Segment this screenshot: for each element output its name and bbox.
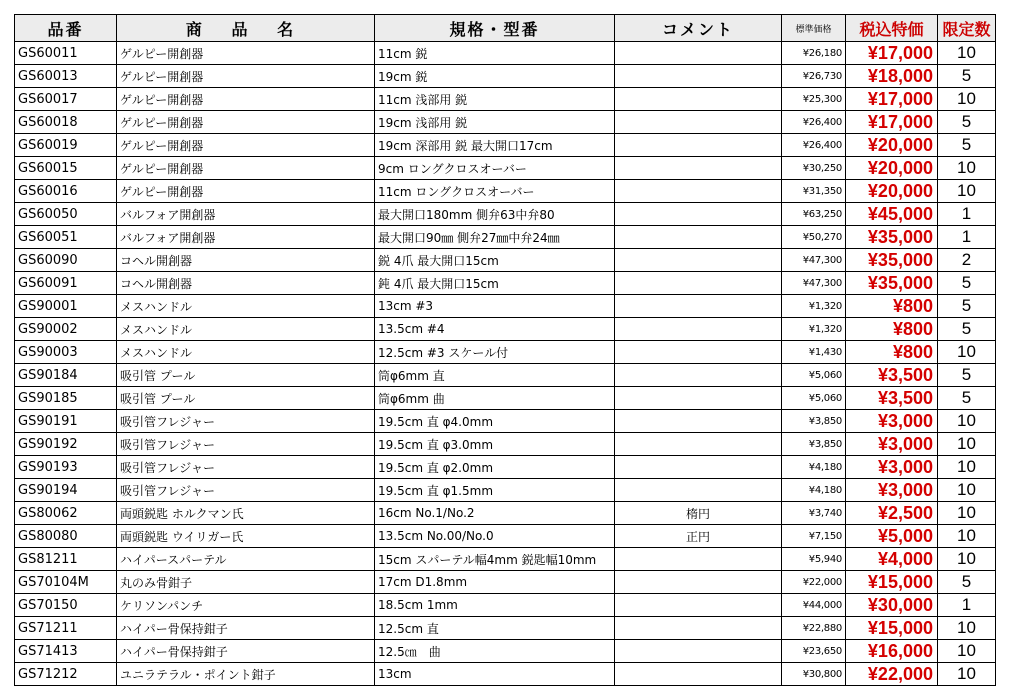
cell-product-name: メスハンドル [117, 318, 375, 341]
cell-spec: 19.5cm 直 φ3.0mm [375, 433, 615, 456]
cell-list-price: ¥23,650 [782, 640, 846, 663]
cell-limit: 10 [938, 663, 996, 686]
cell-code: GS60090 [15, 249, 117, 272]
cell-product-name: ケリソンパンチ [117, 594, 375, 617]
cell-list-price: ¥44,000 [782, 594, 846, 617]
cell-code: GS71211 [15, 617, 117, 640]
header-special-price: 税込特価 [846, 15, 938, 42]
cell-comment [615, 456, 782, 479]
cell-special-price: ¥16,000 [846, 640, 938, 663]
table-row [15, 617, 996, 640]
cell-comment [615, 42, 782, 65]
table-row [15, 272, 996, 295]
table-body [15, 42, 996, 686]
cell-comment [615, 387, 782, 410]
cell-comment: 楕円 [615, 502, 782, 525]
table-row [15, 594, 996, 617]
cell-special-price: ¥35,000 [846, 226, 938, 249]
cell-spec: 12.5㎝ 曲 [375, 640, 615, 663]
cell-limit: 5 [938, 65, 996, 88]
cell-code: GS60013 [15, 65, 117, 88]
cell-spec: 鈍 4爪 最大開口15cm [375, 272, 615, 295]
cell-comment [615, 364, 782, 387]
cell-list-price: ¥30,800 [782, 663, 846, 686]
cell-special-price: ¥3,000 [846, 410, 938, 433]
table-row [15, 479, 996, 502]
cell-product-name: ハイパー骨保持鉗子 [117, 640, 375, 663]
cell-spec: 19cm 浅部用 鋭 [375, 111, 615, 134]
cell-spec: 12.5cm 直 [375, 617, 615, 640]
cell-comment [615, 571, 782, 594]
cell-list-price: ¥26,400 [782, 134, 846, 157]
cell-product-name: ゲルピー開創器 [117, 134, 375, 157]
cell-limit: 5 [938, 364, 996, 387]
table-row [15, 341, 996, 364]
cell-product-name: ゲルピー開創器 [117, 180, 375, 203]
cell-special-price: ¥15,000 [846, 617, 938, 640]
cell-comment [615, 180, 782, 203]
cell-limit: 5 [938, 318, 996, 341]
cell-spec: 11cm ロングクロスオーバー [375, 180, 615, 203]
cell-product-name: コヘル開創器 [117, 272, 375, 295]
cell-special-price: ¥17,000 [846, 111, 938, 134]
cell-special-price: ¥20,000 [846, 134, 938, 157]
cell-code: GS71212 [15, 663, 117, 686]
table-row [15, 663, 996, 686]
table-row [15, 456, 996, 479]
header-comment: コメント [615, 15, 782, 42]
cell-comment: 正円 [615, 525, 782, 548]
cell-special-price: ¥800 [846, 341, 938, 364]
cell-code: GS60051 [15, 226, 117, 249]
cell-list-price: ¥4,180 [782, 456, 846, 479]
cell-special-price: ¥35,000 [846, 249, 938, 272]
cell-special-price: ¥4,000 [846, 548, 938, 571]
cell-product-name: ゲルピー開創器 [117, 65, 375, 88]
cell-spec: 筒φ6mm 直 [375, 364, 615, 387]
cell-code: GS60050 [15, 203, 117, 226]
table-row [15, 364, 996, 387]
cell-comment [615, 617, 782, 640]
cell-spec: 19cm 深部用 鋭 最大開口17cm [375, 134, 615, 157]
header-row [15, 15, 996, 42]
table-row [15, 318, 996, 341]
cell-limit: 2 [938, 249, 996, 272]
cell-special-price: ¥20,000 [846, 157, 938, 180]
table-row [15, 180, 996, 203]
cell-list-price: ¥3,850 [782, 410, 846, 433]
cell-list-price: ¥1,320 [782, 295, 846, 318]
table-row [15, 226, 996, 249]
cell-limit: 5 [938, 295, 996, 318]
header-spec: 規格・型番 [375, 15, 615, 42]
cell-special-price: ¥15,000 [846, 571, 938, 594]
cell-code: GS60011 [15, 42, 117, 65]
cell-product-name: ゲルピー開創器 [117, 88, 375, 111]
cell-spec: 13.5cm #4 [375, 318, 615, 341]
cell-product-name: メスハンドル [117, 341, 375, 364]
cell-list-price: ¥3,850 [782, 433, 846, 456]
cell-product-name: 丸のみ骨鉗子 [117, 571, 375, 594]
cell-limit: 10 [938, 502, 996, 525]
cell-list-price: ¥3,740 [782, 502, 846, 525]
cell-product-name: メスハンドル [117, 295, 375, 318]
cell-limit: 10 [938, 88, 996, 111]
cell-comment [615, 594, 782, 617]
cell-list-price: ¥26,400 [782, 111, 846, 134]
cell-spec: 17cm D1.8mm [375, 571, 615, 594]
cell-code: GS90001 [15, 295, 117, 318]
cell-comment [615, 341, 782, 364]
cell-product-name: 両頭鋭匙 ホルクマン氏 [117, 502, 375, 525]
cell-comment [615, 249, 782, 272]
cell-special-price: ¥17,000 [846, 42, 938, 65]
cell-list-price: ¥50,270 [782, 226, 846, 249]
cell-comment [615, 548, 782, 571]
cell-special-price: ¥3,000 [846, 433, 938, 456]
table-row [15, 134, 996, 157]
cell-limit: 5 [938, 134, 996, 157]
table-row [15, 433, 996, 456]
cell-limit: 10 [938, 180, 996, 203]
table-row [15, 640, 996, 663]
cell-limit: 10 [938, 433, 996, 456]
product-price-table [14, 14, 996, 686]
cell-special-price: ¥3,000 [846, 479, 938, 502]
cell-special-price: ¥800 [846, 295, 938, 318]
cell-code: GS90185 [15, 387, 117, 410]
cell-code: GS70150 [15, 594, 117, 617]
cell-limit: 5 [938, 387, 996, 410]
cell-limit: 10 [938, 617, 996, 640]
cell-list-price: ¥5,060 [782, 387, 846, 410]
table-row [15, 387, 996, 410]
cell-product-name: ゲルピー開創器 [117, 42, 375, 65]
table-row [15, 42, 996, 65]
cell-spec: 9cm ロングクロスオーバー [375, 157, 615, 180]
header-list-price: 標準価格 [782, 15, 846, 42]
cell-list-price: ¥1,430 [782, 341, 846, 364]
cell-spec: 19.5cm 直 φ4.0mm [375, 410, 615, 433]
cell-comment [615, 203, 782, 226]
cell-spec: 13cm [375, 663, 615, 686]
table-row [15, 502, 996, 525]
cell-limit: 1 [938, 594, 996, 617]
cell-spec: 19.5cm 直 φ2.0mm [375, 456, 615, 479]
cell-spec: 筒φ6mm 曲 [375, 387, 615, 410]
cell-limit: 10 [938, 479, 996, 502]
header-name: 商 品 名 [117, 15, 375, 42]
table-row [15, 249, 996, 272]
table-row [15, 88, 996, 111]
cell-limit: 1 [938, 226, 996, 249]
cell-spec: 19cm 鋭 [375, 65, 615, 88]
cell-limit: 5 [938, 272, 996, 295]
cell-code: GS90192 [15, 433, 117, 456]
cell-special-price: ¥20,000 [846, 180, 938, 203]
cell-code: GS70104M [15, 571, 117, 594]
cell-spec: 11cm 鋭 [375, 42, 615, 65]
cell-list-price: ¥1,320 [782, 318, 846, 341]
cell-special-price: ¥30,000 [846, 594, 938, 617]
cell-comment [615, 479, 782, 502]
cell-limit: 1 [938, 203, 996, 226]
cell-comment [615, 433, 782, 456]
cell-code: GS80080 [15, 525, 117, 548]
cell-spec: 15cm スパーテル幅4mm 鋭匙幅10mm [375, 548, 615, 571]
cell-product-name: 吸引管 プール [117, 387, 375, 410]
cell-code: GS81211 [15, 548, 117, 571]
cell-code: GS90193 [15, 456, 117, 479]
cell-product-name: 吸引管フレジャー [117, 410, 375, 433]
cell-comment [615, 65, 782, 88]
cell-code: GS60018 [15, 111, 117, 134]
cell-special-price: ¥35,000 [846, 272, 938, 295]
cell-code: GS90002 [15, 318, 117, 341]
header-code: 品番 [15, 15, 117, 42]
cell-limit: 5 [938, 571, 996, 594]
cell-limit: 10 [938, 548, 996, 571]
table-row [15, 111, 996, 134]
cell-code: GS80062 [15, 502, 117, 525]
cell-comment [615, 226, 782, 249]
cell-product-name: ハイパースパーテル [117, 548, 375, 571]
cell-product-name: コヘル開創器 [117, 249, 375, 272]
cell-comment [615, 157, 782, 180]
cell-code: GS60016 [15, 180, 117, 203]
cell-special-price: ¥3,500 [846, 364, 938, 387]
cell-spec: 最大開口90㎜ 側弁27㎜中弁24㎜ [375, 226, 615, 249]
cell-spec: 18.5cm 1mm [375, 594, 615, 617]
cell-special-price: ¥17,000 [846, 88, 938, 111]
cell-code: GS90003 [15, 341, 117, 364]
cell-spec: 13cm #3 [375, 295, 615, 318]
cell-limit: 10 [938, 525, 996, 548]
table-row [15, 571, 996, 594]
cell-comment [615, 88, 782, 111]
cell-special-price: ¥18,000 [846, 65, 938, 88]
cell-comment [615, 318, 782, 341]
cell-list-price: ¥7,150 [782, 525, 846, 548]
cell-limit: 10 [938, 42, 996, 65]
cell-limit: 10 [938, 341, 996, 364]
cell-product-name: 吸引管 プール [117, 364, 375, 387]
cell-list-price: ¥47,300 [782, 249, 846, 272]
cell-list-price: ¥26,180 [782, 42, 846, 65]
table-row [15, 295, 996, 318]
cell-special-price: ¥3,500 [846, 387, 938, 410]
cell-list-price: ¥31,350 [782, 180, 846, 203]
cell-product-name: ハイパー骨保持鉗子 [117, 617, 375, 640]
cell-product-name: ゲルピー開創器 [117, 111, 375, 134]
cell-code: GS60019 [15, 134, 117, 157]
cell-limit: 10 [938, 640, 996, 663]
cell-code: GS90194 [15, 479, 117, 502]
cell-spec: 最大開口180mm 側弁63中弁80 [375, 203, 615, 226]
cell-comment [615, 410, 782, 433]
cell-code: GS60017 [15, 88, 117, 111]
cell-special-price: ¥3,000 [846, 456, 938, 479]
cell-product-name: 吸引管フレジャー [117, 456, 375, 479]
cell-product-name: 吸引管フレジャー [117, 479, 375, 502]
cell-spec: 13.5cm No.00/No.0 [375, 525, 615, 548]
cell-spec: 16cm No.1/No.2 [375, 502, 615, 525]
table-row [15, 65, 996, 88]
cell-code: GS71413 [15, 640, 117, 663]
cell-limit: 10 [938, 157, 996, 180]
cell-comment [615, 111, 782, 134]
cell-product-name: 両頭鋭匙 ウイリガー氏 [117, 525, 375, 548]
cell-list-price: ¥22,880 [782, 617, 846, 640]
cell-spec: 11cm 浅部用 鋭 [375, 88, 615, 111]
cell-comment [615, 134, 782, 157]
cell-list-price: ¥5,060 [782, 364, 846, 387]
cell-special-price: ¥800 [846, 318, 938, 341]
cell-list-price: ¥22,000 [782, 571, 846, 594]
cell-code: GS60015 [15, 157, 117, 180]
cell-limit: 5 [938, 111, 996, 134]
cell-spec: 12.5cm #3 スケール付 [375, 341, 615, 364]
cell-product-name: バルフォア開創器 [117, 203, 375, 226]
cell-product-name: ゲルピー開創器 [117, 157, 375, 180]
table-row [15, 410, 996, 433]
cell-special-price: ¥45,000 [846, 203, 938, 226]
cell-comment [615, 295, 782, 318]
cell-product-name: ユニラテラル・ポイント鉗子 [117, 663, 375, 686]
cell-special-price: ¥5,000 [846, 525, 938, 548]
table-row [15, 548, 996, 571]
cell-comment [615, 640, 782, 663]
cell-special-price: ¥22,000 [846, 663, 938, 686]
cell-code: GS60091 [15, 272, 117, 295]
cell-code: GS90184 [15, 364, 117, 387]
cell-list-price: ¥4,180 [782, 479, 846, 502]
table-row [15, 157, 996, 180]
cell-list-price: ¥63,250 [782, 203, 846, 226]
cell-spec: 鋭 4爪 最大開口15cm [375, 249, 615, 272]
cell-list-price: ¥47,300 [782, 272, 846, 295]
cell-product-name: 吸引管フレジャー [117, 433, 375, 456]
table-row [15, 525, 996, 548]
header-limit: 限定数 [938, 15, 996, 42]
cell-code: GS90191 [15, 410, 117, 433]
cell-limit: 10 [938, 410, 996, 433]
cell-comment [615, 663, 782, 686]
cell-list-price: ¥26,730 [782, 65, 846, 88]
cell-list-price: ¥5,940 [782, 548, 846, 571]
cell-product-name: バルフォア開創器 [117, 226, 375, 249]
cell-list-price: ¥30,250 [782, 157, 846, 180]
cell-spec: 19.5cm 直 φ1.5mm [375, 479, 615, 502]
cell-list-price: ¥25,300 [782, 88, 846, 111]
cell-limit: 10 [938, 456, 996, 479]
cell-comment [615, 272, 782, 295]
table-row [15, 203, 996, 226]
cell-special-price: ¥2,500 [846, 502, 938, 525]
